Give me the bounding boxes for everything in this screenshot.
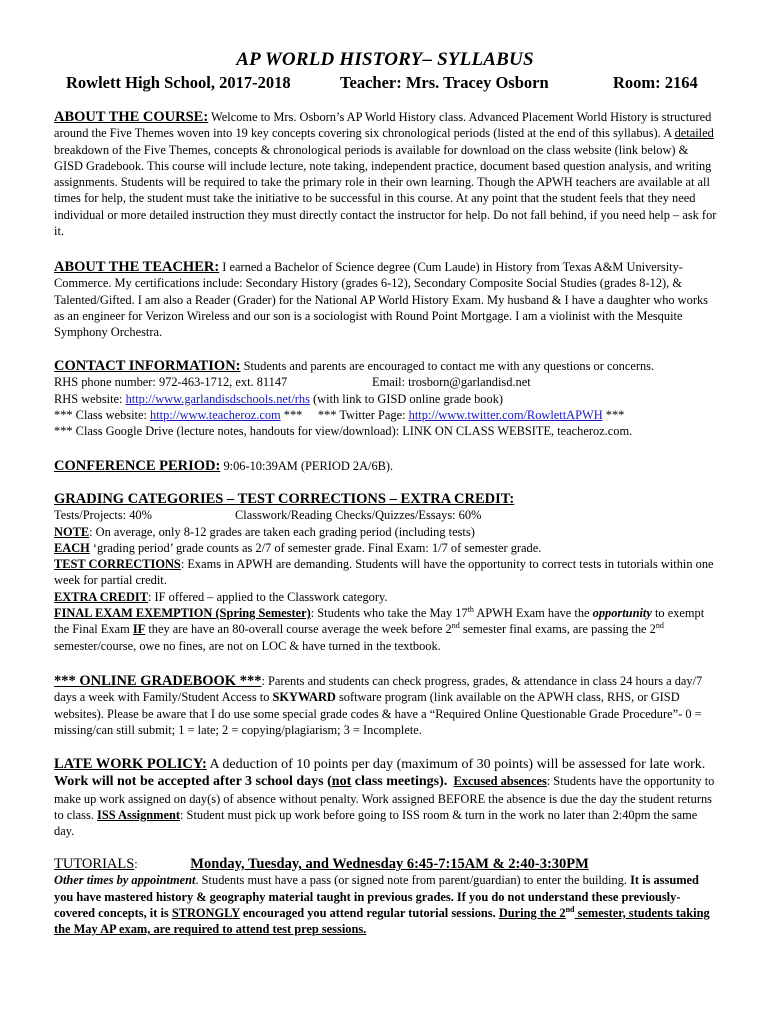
gradebook-heading: *** ONLINE GRADEBOOK *** — [54, 673, 262, 689]
tutorials-colon: : — [134, 857, 138, 871]
contact-section — [54, 358, 718, 439]
tutorials-bold-1: It is assumed you have mastered history & geography material taught in previous grades. If you do not understand these previously-covered concepts, it is — [54, 873, 699, 920]
other-times-label: Other times by appointment — [54, 873, 196, 888]
during-sup: nd — [565, 904, 575, 914]
iss-assignment-label: ISS Assignment — [97, 807, 181, 822]
final-exam-sup-3: nd — [655, 621, 664, 631]
extra-credit-label: EXTRA CREDIT — [54, 589, 148, 604]
late-work-text-2: : Students have the opportunity to make up work assigned on day(s) of absence without penalty. Work assigned BEFORE the absence is due the day the student returns to class. — [54, 774, 715, 822]
twitter-label: *** Twitter Page: — [317, 407, 409, 422]
conference-section — [54, 458, 718, 474]
about-teacher-heading: ABOUT THE TEACHER: — [54, 259, 220, 275]
about-teacher-section — [54, 259, 718, 340]
twitter-end: *** — [602, 407, 625, 422]
tutorials-section — [54, 856, 718, 937]
google-drive-note: *** Class Google Drive (lecture notes, handouts for view/download): LINK ON CLASS WEBSITE, teacheroz.com. — [54, 424, 633, 439]
grading-heading: GRADING CATEGORIES – TEST CORRECTIONS – EXTRA CREDIT: — [54, 491, 515, 507]
classwork-weight: Classwork/Reading Checks/Quizzes/Essays: 60% — [235, 508, 482, 523]
about-course-section — [54, 109, 718, 239]
final-exam-sup-2: nd — [451, 621, 460, 631]
late-work-heading: LATE WORK POLICY: — [54, 756, 207, 772]
late-work-section — [54, 756, 718, 839]
tutorials-bold-2: encouraged you attend regular tutorial sessions. — [239, 905, 499, 920]
test-corrections-label: TEST CORRECTIONS — [54, 557, 181, 572]
conference-text: 9:06-10:39AM (PERIOD 2A/6B). — [220, 459, 394, 473]
final-exam-text-6: semester/course, owe no fines, are not on LOC & have turned in the textbook. — [54, 638, 441, 653]
tutorials-heading: TUTORIALS — [54, 856, 135, 872]
if-word: IF — [132, 622, 146, 637]
final-exam-text-2: APWH Exam have the — [473, 606, 593, 621]
each-text: ‘grading period’ grade counts as 2/7 of semester grade. Final Exam: 1/7 of semester grade. — [89, 540, 542, 555]
conference-heading: CONFERENCE PERIOD: — [54, 458, 221, 474]
rhs-website-note: (with link to GISD online grade book) — [309, 391, 504, 406]
phone-number: RHS phone number: 972-463-1712, ext. 81147 — [54, 375, 288, 390]
final-exam-text-3: to exempt the Final Exam — [54, 606, 705, 637]
late-work-text-3: : Student must pick up work before going to ISS room & turn in the work no later than 2:40pm the same day. — [54, 807, 698, 839]
late-work-bold-2: class meetings). — [351, 774, 448, 790]
twitter-link[interactable]: http://www.twitter.com/RowlettAPWH — [408, 407, 603, 422]
late-work-text-1: A deduction of 10 points per day (maximum of 30 points) will be assessed for late work. — [206, 757, 706, 772]
class-website-link[interactable]: http://www.teacheroz.com — [150, 407, 281, 422]
contact-intro: Students and parents are encouraged to contact me with any questions or concerns. — [240, 359, 655, 373]
extra-credit-text: : IF offered – applied to the Classwork category. — [147, 589, 388, 604]
gradebook-section — [54, 673, 718, 738]
class-website-end: *** — [280, 407, 303, 422]
tutorials-text-1: . Students must have a pass (or signed note from parent/guardian) to enter the building. — [195, 873, 631, 888]
excused-absences-label: Excused absences — [453, 774, 547, 789]
skyward-word: SKYWARD — [272, 690, 336, 705]
class-website-label: *** Class website: — [54, 407, 151, 422]
final-exam-text-1: : Students who take the May 17 — [310, 606, 468, 621]
final-exam-text-5: semester final exams, are passing the 2 — [459, 622, 656, 637]
not-word: not — [331, 774, 352, 790]
contact-heading: CONTACT INFORMATION: — [54, 358, 241, 374]
during-text-2: semester, students taking the May AP exam, are required to attend test prep sessions. — [54, 905, 710, 937]
teacher-name: Teacher: Mrs. Tracey Osborn — [340, 73, 549, 92]
final-exam-text-4: they are have an 80-overall course average the week before 2 — [145, 622, 452, 637]
tests-weight: Tests/Projects: 40% — [54, 508, 152, 523]
rhs-website-link[interactable]: http://www.garlandisdschools.net/rhs — [125, 391, 310, 406]
about-course-text-2: breakdown of the Five Themes, concepts & chronological periods is available for download on the class website (link below) & GISD Gradebook. This course will include lecture, note taking, independent practice, document based question analysis, and writing assignments. Students will be required to take the primary role in their own learning. Though the APWH teachers are available at all times for help, the student must take the initiative to be successful in this course. At any point that the student feels that they need individual or more detailed instruction they must directly contact the instructor for help. Do not fall behind, if you need help – ask for it. — [54, 142, 717, 239]
document-title: AP WORLD HISTORY– SYLLABUS — [236, 49, 534, 70]
final-exam-sup-1: th — [467, 604, 474, 614]
strongly-word: STRONGLY — [171, 905, 240, 920]
about-teacher-text: I earned a Bachelor of Science degree (Cum Laude) in History from Texas A&M University-Commerce. My certifications include: Secondary History (grades 6-12), Secondary Composite Social Studies (grades 8-12), & Talented/Gifted. I am also a Reader (Grader) for the National AP World History Exam. My husband & I have a daughter who works as an engineer for Verizon Wireless and our son is a sociologist with Round Point Mortgage. I am a violinist with the Mesquite Symphony Orchestra. — [54, 260, 708, 340]
email-address: Email: trosborn@garlandisd.net — [372, 375, 531, 390]
school-name: Rowlett High School, 2017-2018 — [66, 73, 291, 92]
room-number: Room: 2164 — [613, 73, 698, 92]
final-exam-label: FINAL EXAM EXEMPTION (Spring Semester) — [54, 606, 311, 621]
rhs-website-label: RHS website: — [54, 391, 126, 406]
test-corrections-text: : Exams in APWH are demanding. Students will have the opportunity to correct tests in tutorials within one week for partial credit. — [54, 557, 714, 588]
opportunity-word: opportunity — [592, 606, 652, 621]
gradebook-text-1: : Parents and students can check progress, grades, & attendance in class 24 hours a day/7 days a week with Family/Student Access to — [54, 674, 703, 705]
detailed-word: detailed — [674, 126, 714, 141]
about-course-heading: ABOUT THE COURSE: — [54, 109, 209, 125]
late-work-bold-1: Work will not be accepted after 3 school days ( — [54, 774, 332, 790]
tutorials-schedule: Monday, Tuesday, and Wednesday 6:45-7:15AM & 2:40-3:30PM — [190, 856, 589, 872]
note-text: : On average, only 8-12 grades are taken each grading period (including tests) — [89, 524, 475, 539]
about-course-text-1: Welcome to Mrs. Osborn’s AP World History class. Advanced Placement World History is structured around the Five Themes woven into 19 key concepts covering six chronological periods (listed at the end of this syllabus). A — [54, 110, 712, 141]
note-label: NOTE — [54, 524, 90, 539]
grading-section — [54, 491, 718, 654]
each-label: EACH — [54, 540, 90, 555]
gradebook-text-2: software program (link available on the APWH class, RHS, or GISD websites). Please be aware that I do use some special grade codes & have a “Required Online Questionable Grade Procedure”- 0 = missing/can still submit; 1 = late; 2 = copying/plagiarism; 3 = Incomplete. — [54, 690, 702, 737]
during-text-1: During the 2 — [498, 905, 566, 920]
